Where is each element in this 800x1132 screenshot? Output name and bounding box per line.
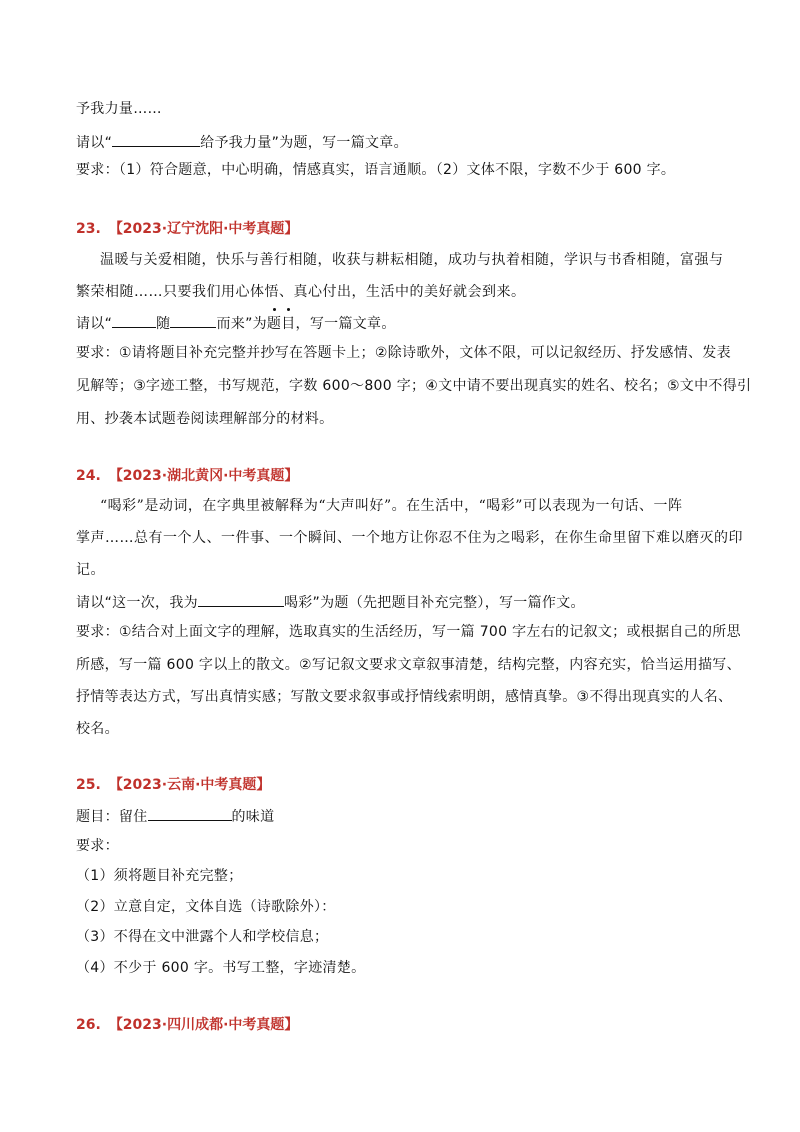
q25-requirement-item: （4）不少于 600 字。书写工整，字迹清楚。 [76, 960, 366, 976]
q25-title-post: 的味道 [231, 809, 275, 825]
q23-prompt [76, 313, 396, 333]
q24-prompt [76, 592, 585, 612]
q23-prompt-mid-1: 随 [156, 316, 171, 332]
emphasis-char [281, 315, 295, 333]
q23-prompt-mid-2: 而来”为 [216, 316, 267, 332]
fill-blank [148, 806, 232, 821]
fill-blank [112, 313, 156, 328]
q24-passage-line-3: 记。 [76, 562, 105, 578]
q23-prompt-pre: 请以“ [76, 316, 113, 332]
intro-line-1: 予我力量…… [76, 101, 162, 117]
intro-line-2-post: 给予我力量”为题，写一篇文章。 [200, 135, 408, 151]
q23-requirements-line-1: 要求：①请将题目补充完整并抄写在答题卡上；②除诗歌外，文体不限，可以记叙经历、抒发感情、发表 [76, 345, 731, 361]
intro-line-2-pre: 请以“ [76, 135, 113, 151]
q24-requirements-line-4: 校名。 [76, 721, 119, 737]
q23-passage-line-2: 繁荣相随……只要我们用心体悟、真心付出，生活中的美好就会到来。 [76, 284, 526, 300]
question-23-heading [76, 220, 298, 238]
emphasis-char-text: 目 [281, 316, 296, 332]
emphasis-dot [287, 308, 290, 311]
intro-requirements: 要求：（1）符合题意，中心明确，情感真实，语言通顺。（2）文体不限，字数不少于 600 字。 [76, 162, 676, 178]
q24-prompt-post: 喝彩”为题（先把题目补充完整），写一篇作文。 [283, 595, 585, 611]
q24-requirements-line-2: 所感，写一篇 600 字以上的散文。②写记叙文要求文章叙事清楚，结构完整，内容充实，恰当运用描写、 [76, 657, 741, 673]
q25-requirements-label: 要求： [76, 838, 119, 854]
q23-requirements-line-3: 用、抄袭本试题卷阅读理解部分的材料。 [76, 411, 334, 427]
question-source-tag: 【2023·云南·中考真题】 [108, 777, 271, 793]
question-source-tag: 【2023·四川成都·中考真题】 [108, 1017, 299, 1033]
question-26-heading [76, 1016, 298, 1034]
q23-passage-line-1: 温暖与关爱相随，快乐与善行相随，收获与耕耘相随，成功与执着相随，学识与书香相随，富强与 [100, 252, 724, 268]
q24-passage-line-1: “喝彩”是动词，在字典里被解释为“大声叫好”。在生活中，“喝彩”可以表现为一句话、一阵 [100, 498, 683, 514]
q25-requirement-item: （3）不得在文中泄露个人和学校信息； [76, 929, 329, 945]
q24-requirements-line-1: 要求：①结合对上面文字的理解，选取真实的生活经历，写一篇 700 字左右的记叙文；或根据自己的所思 [76, 624, 741, 640]
q24-passage-line-2: 掌声……总有一个人、一件事、一个瞬间、一个地方让你忍不住为之喝彩，在你生命里留下难以磨灭的印 [76, 530, 743, 546]
q25-title [76, 806, 274, 826]
q23-requirements-line-2: 见解等；③字迹工整，书写规范，字数 600～800 字；④文中请不要出现真实的姓名、校名；⑤文中不得引 [76, 378, 752, 394]
intro-line-2 [76, 132, 408, 152]
question-source-tag: 【2023·湖北黄冈·中考真题】 [108, 468, 299, 484]
emphasis-dot [273, 308, 276, 311]
question-25-heading [76, 776, 270, 794]
q23-prompt-post: ，写一篇文章。 [295, 316, 396, 332]
q25-title-pre: 题目：留住 [76, 809, 148, 825]
q25-requirement-item: （1）须将题目补充完整； [76, 868, 243, 884]
emphasis-char [267, 315, 281, 333]
fill-blank [112, 132, 200, 147]
q24-requirements-line-3: 抒情等表达方式，写出真情实感；写散文要求叙事或抒情线索明朗，感情真挚。③不得出现真实的人名、 [76, 689, 733, 705]
question-number: 23. [76, 221, 101, 237]
question-number: 26. [76, 1017, 101, 1033]
question-number: 24. [76, 468, 101, 484]
fill-blank [170, 313, 216, 328]
question-source-tag: 【2023·辽宁沈阳·中考真题】 [108, 221, 299, 237]
fill-blank [198, 592, 284, 607]
q25-requirement-item: （2）立意自定，文体自选（诗歌除外）： [76, 899, 336, 915]
question-number: 25. [76, 777, 101, 793]
question-24-heading [76, 467, 298, 485]
q24-prompt-pre: 请以“这一次，我为 [76, 595, 198, 611]
emphasis-char-text: 题 [266, 316, 282, 332]
